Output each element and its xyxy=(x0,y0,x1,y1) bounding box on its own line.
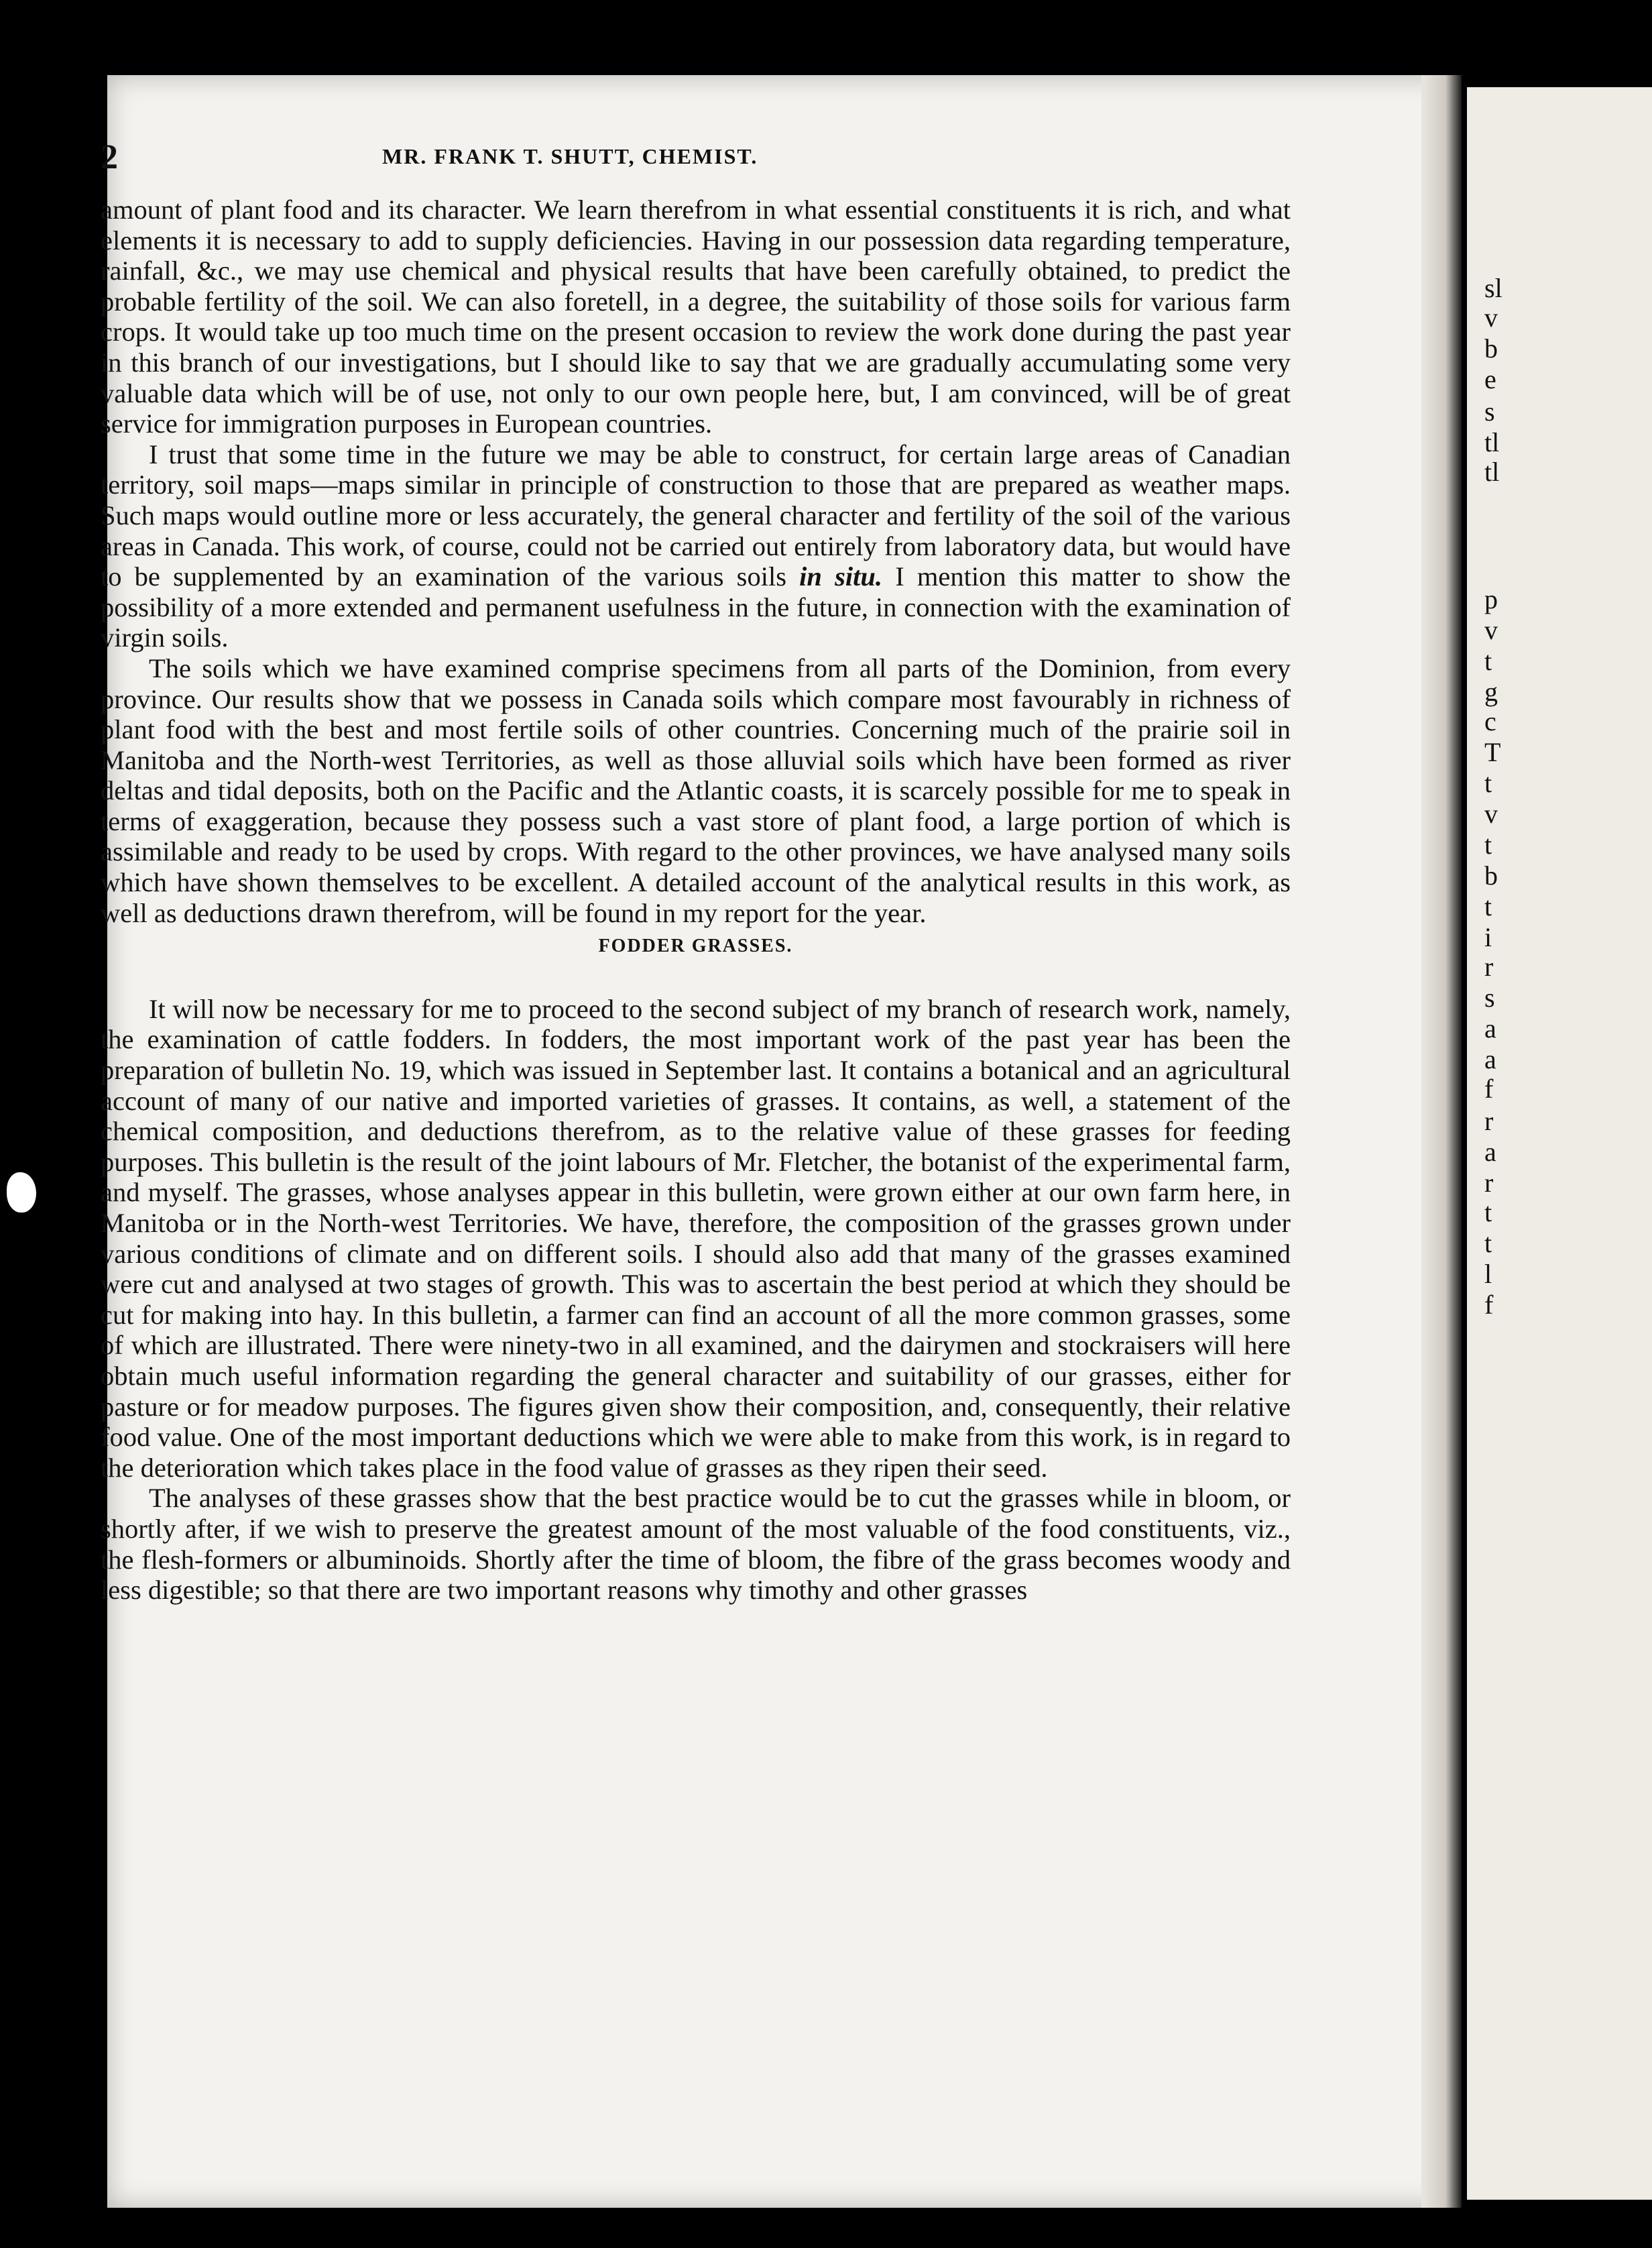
facing-page-fragment: b xyxy=(1484,333,1498,363)
facing-page-fragment: tl xyxy=(1484,457,1500,487)
facing-page-fragment: f xyxy=(1484,1074,1494,1104)
body-text xyxy=(101,194,1291,1606)
facing-page-fragment: r xyxy=(1484,1168,1494,1198)
facing-page-fragment: v xyxy=(1484,615,1498,645)
facing-page-fragment: t xyxy=(1484,1197,1492,1227)
paragraph-2 xyxy=(101,439,1291,653)
paragraph-1: amount of plant food and its character. We learn therefrom in what essential constituents it is rich, and what elements it is necessary to add to supply deficiencies. Having in our possession data regarding temperature, rainfall, &c., we may use chemical and physical results that have been carefully obtained, to predict the probable fertility of the soil. We can also foretell, in a degree, the suitability of those soils for various farm crops. It would take up too much time on the present occasion to review the work done during the past year in this branch of our investigations, but I should like to say that we are gradually accumulating some very valuable data which will be of use, not only to our own people here, but, I am convinced, will be of great service for immigration purposes in European countries. xyxy=(101,194,1291,439)
page-number: 2 xyxy=(101,138,118,176)
facing-page-fragment: a xyxy=(1484,1044,1496,1074)
section-heading: FODDER GRASSES. xyxy=(598,936,793,957)
facing-page xyxy=(1467,87,1652,2200)
facing-page-fragment: p xyxy=(1484,584,1498,614)
facing-page-fragment: v xyxy=(1484,302,1498,333)
facing-page-fragment: a xyxy=(1484,1013,1496,1044)
paragraph-2-start: I trust that some time in the future we may be able to construct, for certain large areas of Canadian territory, soil maps—maps similar in principle of construction to those that are prepared as weather maps. Such maps would outline more or less accurately, the general character and fertility of the soil of the various areas in Canada. This work, of course, could not be carried out entirely from laboratory data, but would have to be supplemented by an examination of the various soils xyxy=(101,439,1291,592)
page-header xyxy=(101,137,1294,184)
facing-page-fragment: T xyxy=(1484,737,1501,767)
facing-page-fragment: tl xyxy=(1484,427,1500,457)
facing-page-fragment: sl xyxy=(1484,273,1502,303)
paragraph-2-end: I mention this matter to show the possibility of a more extended and permanent usefulness in the future, in connection with the examination of virgin soils. xyxy=(101,561,1291,653)
facing-page-fragment: t xyxy=(1484,1228,1492,1258)
facing-page-fragment: f xyxy=(1484,1290,1494,1320)
facing-page-fragment: b xyxy=(1484,860,1498,891)
paragraph-3: The soils which we have examined comprise specimens from all parts of the Dominion, from every province. Our results show that we possess in Canada soils which compare most favourably in richness of plant food with the best and most fertile soils of other countries. Concerning much of the prairie soil in Manitoba and the North-west Territories, as well as those alluvial soils which have been formed as river deltas and tidal deposits, both on the Pacific and the Atlantic coasts, it is scarcely possible for me to speak in terms of exaggeration, because they possess such a vast store of plant food, a large portion of which is assimilable and ready to be used by crops. With regard to the other provinces, we have analysed many soils which have shown themselves to be excellent. A detailed account of the analytical results in this work, as well as deductions drawn therefrom, will be found in my report for the year. xyxy=(101,653,1291,928)
facing-page-fragment: v xyxy=(1484,799,1498,829)
paragraph-4: It will now be necessary for me to proceed to the second subject of my branch of research work, namely, the examination of cattle fodders. In fodders, the most important work of the past year has been the preparation of bulletin No. 19, which was issued in September last. It contains a botanical and an agricultural account of many of our native and imported varieties of grasses. It contains, as well, a statement of the chemical composition, and deductions therefrom, as to the relative value of these grasses for feeding purposes. This bulletin is the result of the joint labours of Mr. Fletcher, the botanist of the experimental farm, and myself. The grasses, whose analyses appear in this bulletin, were grown either at our own farm here, in Manitoba or in the North-west Territories. We have, therefore, the composition of the grasses grown under various conditions of climate and on different soils. I should also add that many of the grasses examined were cut and analysed at two stages of growth. This was to ascertain the best period at which they should be cut for making into hay. In this bulletin, a farmer can find an account of all the more common grasses, some of which are illustrated. There were ninety-two in all examined, and the dairymen and stockraisers will here obtain much useful information regarding the general character and suitability of our grasses, either for pasture or for meadow purposes. The figures given show their composition, and, consequently, their relative food value. One of the most important deductions which we were able to make from this work, is in regard to the deterioration which takes place in the food value of grasses as they ripen their seed. xyxy=(101,993,1291,1483)
facing-page-fragment: a xyxy=(1484,1137,1496,1167)
paragraph-5: The analyses of these grasses show that the best practice would be to cut the grasses while in bloom, or shortly after, if we wish to preserve the greatest amount of the most valuable of the food constituents, viz., the flesh-formers or albuminoids. Shortly after the time of bloom, the fibre of the grass becomes woody and less digestible; so that there are two important reasons why timothy and other grasses xyxy=(101,1483,1291,1606)
facing-page-fragment: t xyxy=(1484,891,1492,921)
facing-page-fragment: c xyxy=(1484,706,1496,736)
running-head: MR. FRANK T. SHUTT, CHEMIST. xyxy=(382,144,758,168)
paragraph-2-emphasis: in situ. xyxy=(799,561,883,592)
facing-page-fragment: l xyxy=(1484,1259,1492,1289)
facing-page-fragment: s xyxy=(1484,396,1495,427)
facing-page-fragment: t xyxy=(1484,646,1492,676)
facing-page-fragment: i xyxy=(1484,922,1492,952)
facing-page-fragment: g xyxy=(1484,677,1498,707)
facing-page-fragment: r xyxy=(1484,952,1494,982)
facing-page-fragment: s xyxy=(1484,982,1495,1013)
facing-page-fragment: t xyxy=(1484,830,1492,860)
paper-blemish xyxy=(7,1172,36,1213)
facing-page-fragment: t xyxy=(1484,768,1492,798)
facing-page-fragment: r xyxy=(1484,1106,1494,1136)
page-gutter xyxy=(1421,75,1462,2208)
facing-page-fragment: e xyxy=(1484,364,1496,394)
